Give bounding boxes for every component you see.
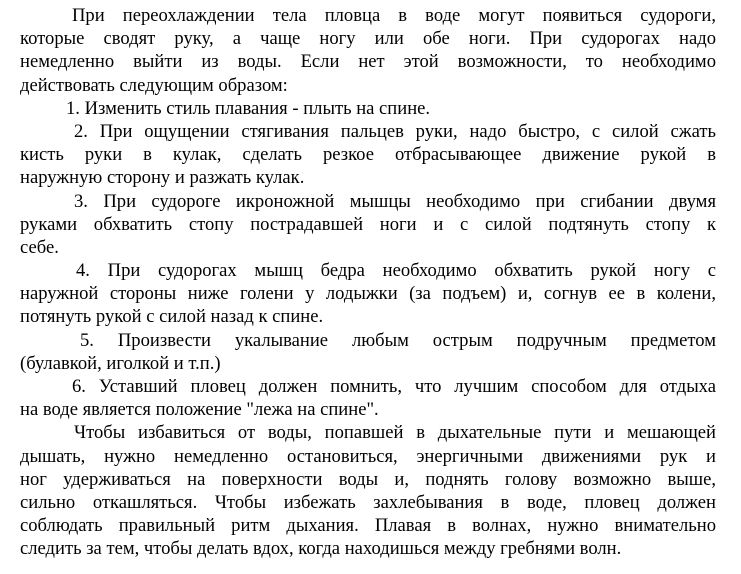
text-line: ног удерживаться на поверхности воды и, поднять голову возможно выше, bbox=[20, 468, 716, 490]
text-line: руками обхватить стопу пострадавшей ноги и с силой подтянуть стопу к bbox=[20, 213, 716, 235]
text-line: 2. При ощущении стягивания пальцев руки, надо быстро, с силой сжать bbox=[74, 120, 716, 142]
text-line: При переохлаждении тела пловца в воде могут появиться судороги, bbox=[72, 5, 716, 26]
text-line: (булавкой, иголкой и т.п.) bbox=[20, 352, 221, 374]
text-line: 5. Произвести укалывание любым острым подручным предметом bbox=[80, 329, 716, 351]
document-page bbox=[20, 4, 716, 561]
text-line: кисть руки в кулак, сделать резкое отбрасывающее движение рукой в bbox=[20, 144, 716, 166]
text-line: действовать следующим образом: bbox=[20, 74, 288, 96]
text-line: 1. Изменить стиль плавания - плыть на спине. bbox=[66, 97, 431, 119]
text-line: наружную сторону и разжать кулак. bbox=[20, 167, 305, 189]
paragraph-breathing bbox=[20, 421, 716, 560]
text-line: немедленно выйти из воды. Если нет этой возможности, то необходимо bbox=[20, 51, 716, 73]
text-line: на воде является положение "лежа на спине". bbox=[20, 399, 379, 421]
text-line: 3. При судороге икроножной мышцы необходимо при сгибании двумя bbox=[74, 190, 716, 212]
list-item-3 bbox=[20, 190, 716, 260]
list-item-5 bbox=[20, 329, 716, 375]
text-line: дышать, нужно немедленно остановиться, энергичными движениями рук и bbox=[20, 445, 716, 467]
list-item-1 bbox=[20, 97, 716, 120]
list-item-4 bbox=[20, 259, 716, 329]
text-line: соблюдать правильный ритм дыхания. Плавая в волнах, нужно внимательно bbox=[20, 515, 716, 537]
text-line: 6. Уставший пловец должен помнить, что лучшим способом для отдыха bbox=[72, 376, 716, 397]
text-line: которые сводят руку, а чаще ногу или обе ноги. При судорогах надо bbox=[20, 28, 716, 50]
text-line: наружной стороны ниже голени у лодыжки (за подъем) и, согнув ее в колени, bbox=[20, 283, 716, 305]
list-item-6 bbox=[20, 375, 716, 421]
text-line: Чтобы избавиться от воды, попавшей в дыхательные пути и мешающей bbox=[74, 422, 716, 444]
text-line: себе. bbox=[20, 236, 59, 258]
text-line: сильно откашляться. Чтобы избежать захлебывания в воде, пловец должен bbox=[20, 491, 716, 513]
paragraph-intro bbox=[20, 4, 716, 97]
list-item-2 bbox=[20, 120, 716, 190]
text-line: 4. При судорогах мышц бедра необходимо обхватить рукой ногу с bbox=[76, 260, 716, 282]
text-line: следить за тем, чтобы делать вдох, когда находишься между гребнями волн. bbox=[20, 538, 622, 560]
text-line: потянуть рукой с силой назад к спине. bbox=[20, 306, 324, 328]
